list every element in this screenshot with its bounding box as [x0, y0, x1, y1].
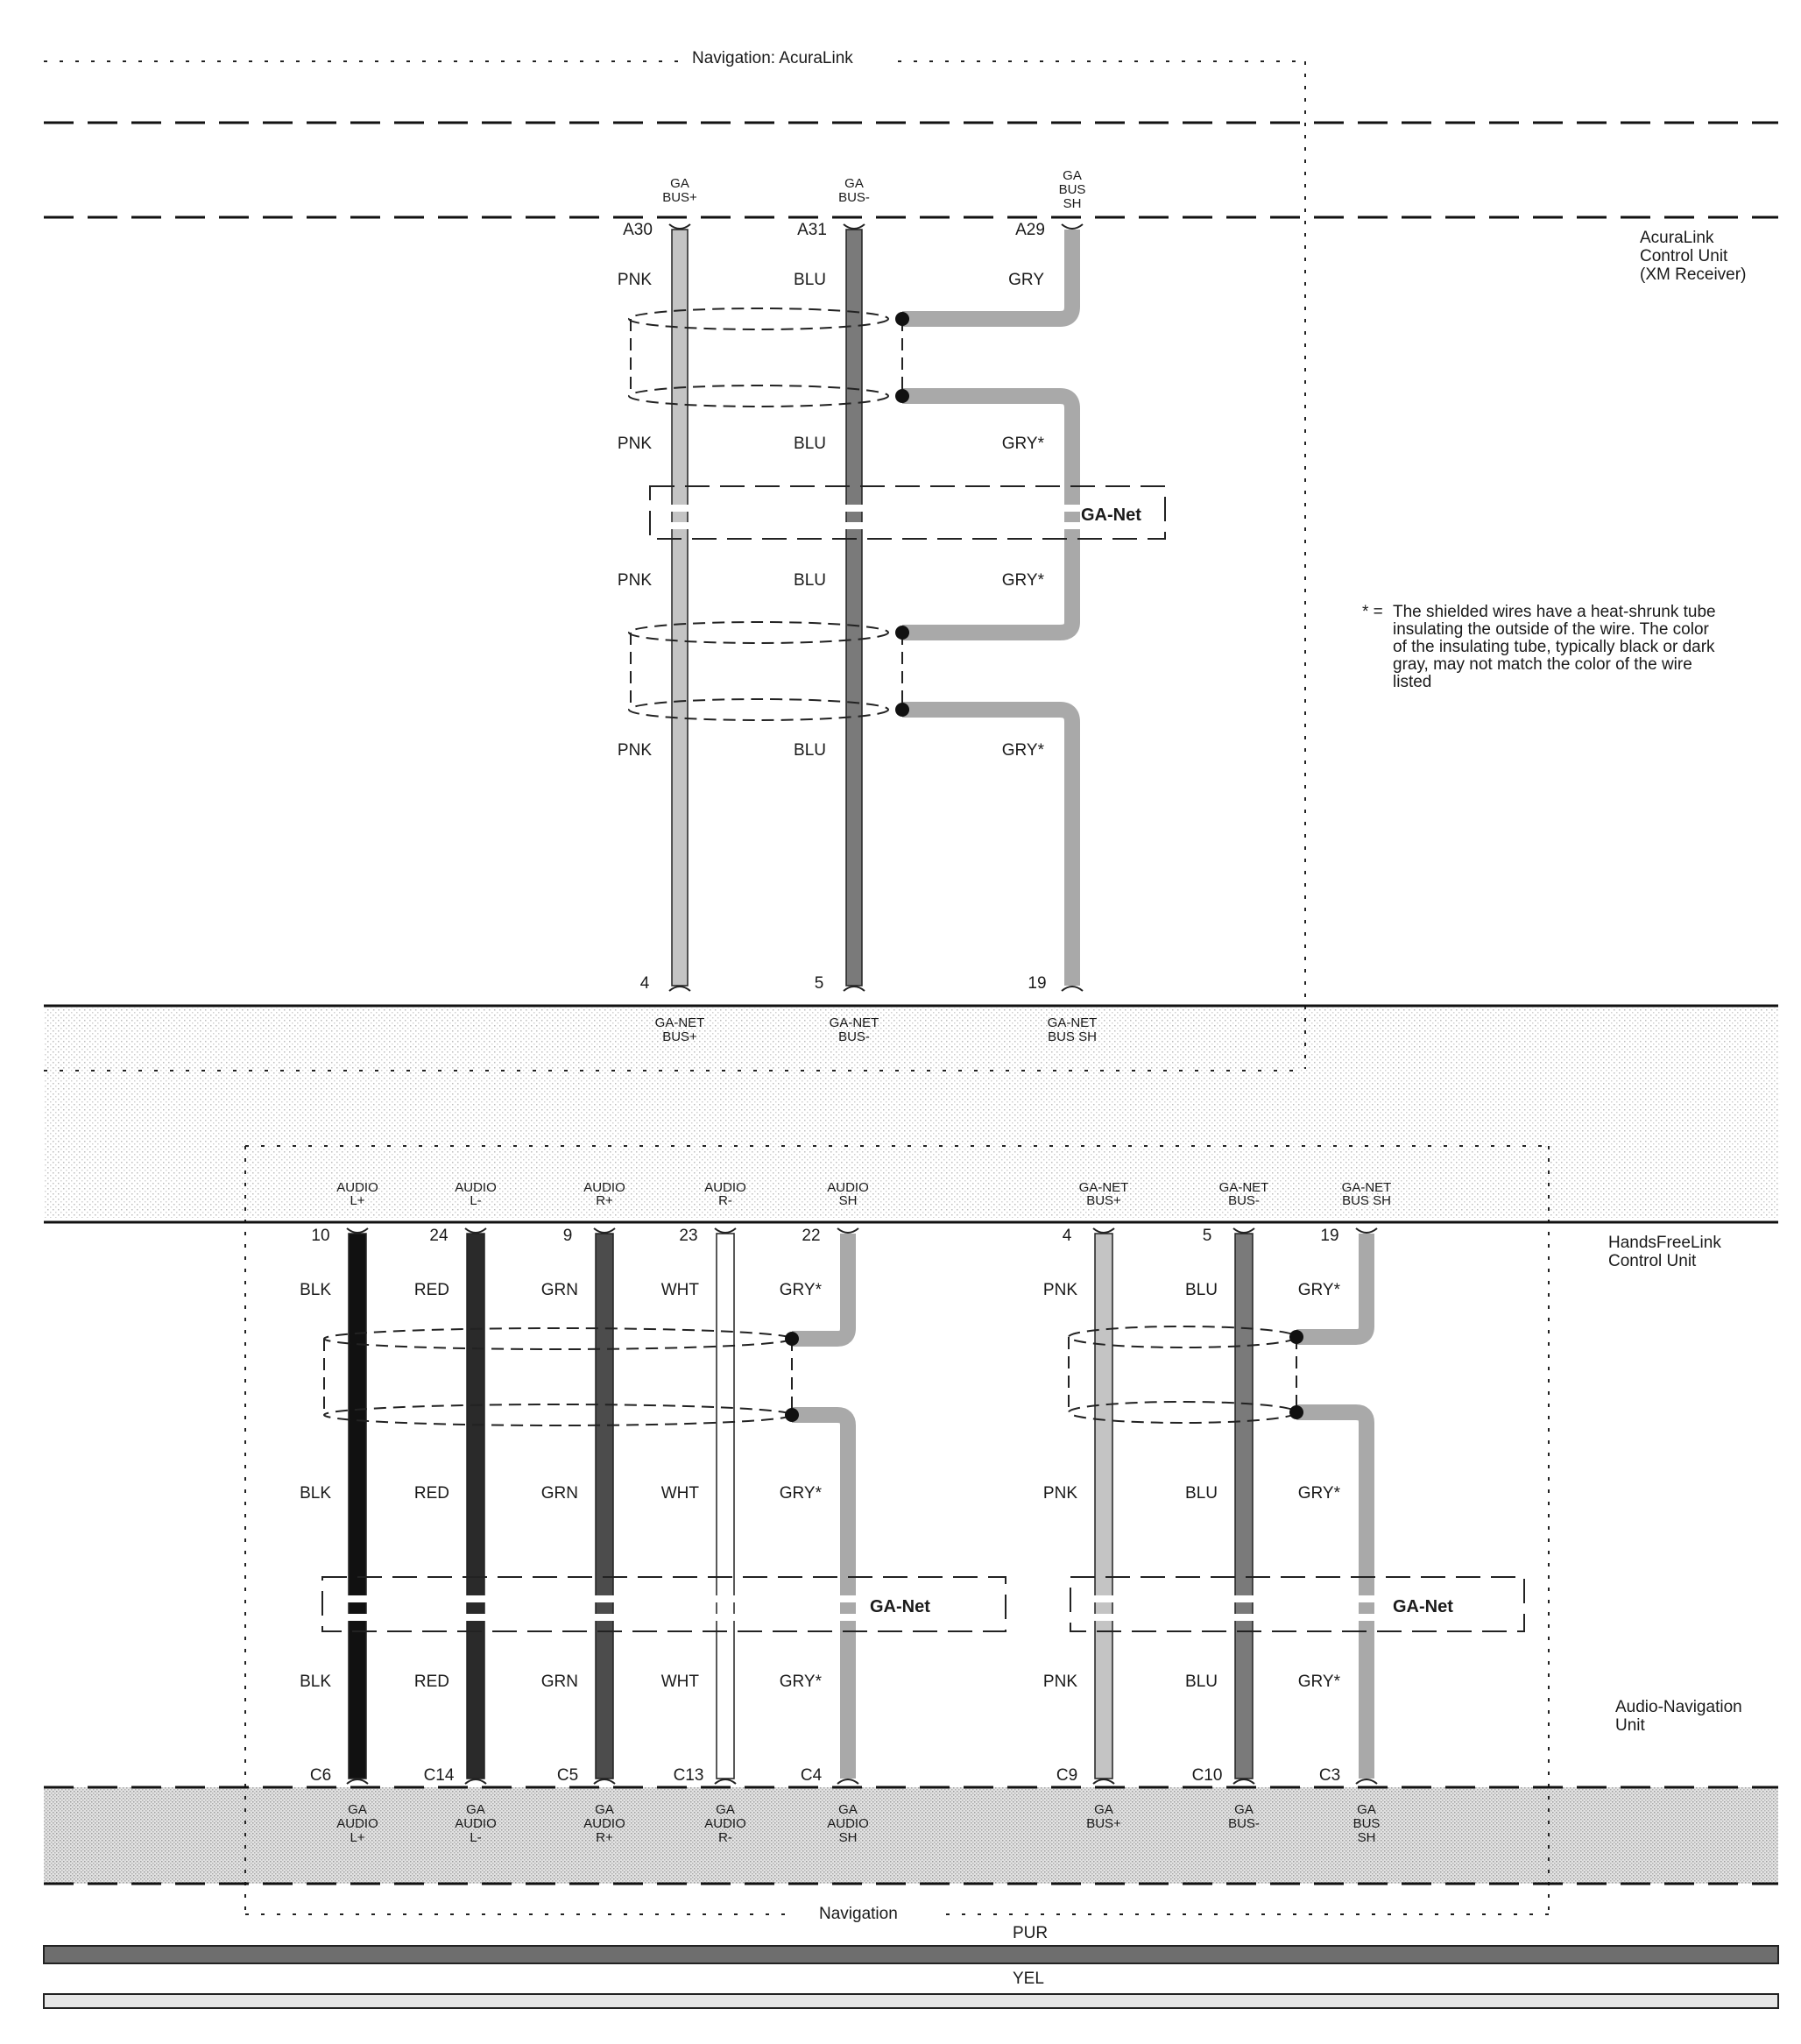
connector-cap: [669, 224, 690, 229]
wire-color-code: PNK: [617, 435, 652, 453]
svg-text:YEL: YEL: [1013, 1970, 1044, 1988]
audio-nav-connector-name: R+: [596, 1830, 613, 1845]
audio-nav-pin-number: C9: [1056, 1766, 1078, 1785]
audio-nav-connector-name: AUDIO: [827, 1816, 869, 1831]
wire-color-code: GRY*: [779, 1673, 822, 1691]
connector-cap: [465, 1779, 486, 1784]
svg-text:of the insulating tube, typica: of the insulating tube, typically black or dark: [1393, 638, 1715, 656]
wire-color-code: BLK: [300, 1673, 331, 1691]
audio-nav-connector-name: BUS+: [1086, 1816, 1121, 1831]
connector-cap: [1356, 1779, 1377, 1784]
ga-net-gap: [670, 522, 689, 529]
svg-text:* =: * =: [1362, 603, 1383, 621]
handsfree-pin-number: 5: [1202, 1227, 1212, 1245]
wire-color-code: BLU: [794, 571, 826, 590]
wire-blu: [846, 230, 862, 986]
audio-nav-connector-name: AUDIO: [704, 1816, 746, 1831]
shade-region-bottom-connector: [44, 1787, 1778, 1884]
top-pin-number: A29: [1015, 221, 1045, 239]
audio-nav-pin-number: C10: [1191, 1766, 1223, 1785]
ga-net-gap: [1093, 1595, 1114, 1602]
ga-net-gap: [594, 1595, 615, 1602]
shield-splice: [785, 1408, 799, 1422]
wire-color-code: BLU: [1185, 1281, 1218, 1299]
handsfree-wire-name: AUDIO: [583, 1180, 625, 1195]
handsfree-wire-name: SH: [838, 1193, 858, 1208]
connector-cap: [844, 987, 865, 991]
handsfree-wire-name: AUDIO: [455, 1180, 497, 1195]
audio-nav-wire: [349, 1234, 366, 1779]
handsfree-pin-number: 23: [679, 1227, 698, 1245]
connector-cap: [594, 1779, 615, 1784]
wire-color-code: GRY*: [1001, 571, 1044, 590]
connector-cap: [347, 1779, 368, 1784]
connector-cap: [1233, 1779, 1254, 1784]
connector-cap: [1093, 1779, 1114, 1784]
ga-net-gap: [594, 1614, 615, 1621]
wire-color-code: BLU: [794, 435, 826, 453]
audio-nav-wire: [1095, 1234, 1112, 1779]
wire-color-code: GRN: [540, 1281, 578, 1299]
handsfree-pin-number: 22: [802, 1227, 821, 1245]
wire-color-code: PNK: [617, 571, 652, 590]
wire-color-code: BLU: [794, 271, 826, 289]
handsfree-wire-name: GA-NET: [1218, 1180, 1269, 1195]
top-wire-name: SH: [1063, 196, 1082, 211]
wire-color-code: GRY*: [1001, 741, 1044, 760]
ga-net-gap: [465, 1614, 486, 1621]
audio-nav-connector-name: GA: [348, 1802, 367, 1817]
handsfree-wire-name: BUS SH: [1342, 1193, 1391, 1208]
top-pin-number: A31: [797, 221, 827, 239]
wire-color-code: GRY*: [1297, 1281, 1340, 1299]
svg-text:GA-Net: GA-Net: [1393, 1597, 1453, 1616]
connector-cap: [715, 1228, 736, 1233]
ga-net-box-audio: [322, 1577, 1006, 1631]
top-wire-name: GA: [1063, 168, 1082, 183]
wire-color-code: WHT: [660, 1281, 699, 1299]
wire-color-code: PNK: [1042, 1281, 1077, 1299]
connector-name: BUS SH: [1048, 1029, 1097, 1044]
audio-nav-pin-number: C5: [556, 1766, 579, 1785]
audio-nav-connector-name: L+: [350, 1830, 365, 1845]
bus-wire-yel: [44, 1970, 1778, 2008]
ga-net-gap: [1063, 522, 1082, 529]
wire-color-code: RED: [413, 1484, 449, 1503]
ga-net-gap: [1063, 505, 1082, 512]
wire-color-code: GRN: [540, 1673, 578, 1691]
section-title-bottom: Navigation: [819, 1905, 898, 1923]
audio-nav-pin-number: C3: [1318, 1766, 1341, 1785]
wire-color-code: BLU: [1185, 1673, 1218, 1691]
svg-text:gray, may not match the color: gray, may not match the color of the wire: [1393, 655, 1692, 674]
connector-name: GA-NET: [1047, 1015, 1098, 1030]
handsfree-pin-number: 19: [1320, 1227, 1339, 1245]
ga-net-gap: [837, 1614, 858, 1621]
top-bottom-pin-number: 5: [814, 974, 824, 993]
ga-net-gap: [1356, 1595, 1377, 1602]
connector-cap: [669, 987, 690, 991]
top-bottom-pin-number: 19: [1028, 974, 1047, 993]
audio-nav-connector-name: BUS-: [1228, 1816, 1260, 1831]
connector-cap: [1062, 987, 1083, 991]
wire-color-code: PNK: [1042, 1673, 1077, 1691]
top-wire-name: BUS+: [662, 190, 697, 205]
connector-cap: [844, 224, 865, 229]
handsfree-wire-name: R+: [596, 1193, 613, 1208]
wire-color-code: GRN: [540, 1484, 578, 1503]
connector-cap: [1356, 1228, 1377, 1233]
ga-net-box-top: [650, 486, 1165, 539]
top-bottom-pin-number: 4: [639, 974, 650, 993]
wire-color-code: GRY*: [1297, 1484, 1340, 1503]
wire-color-code: RED: [413, 1673, 449, 1691]
audio-nav-pin-number: C6: [309, 1766, 332, 1785]
wire-color-code: RED: [413, 1281, 449, 1299]
ga-net-gap: [844, 522, 864, 529]
svg-text:Control Unit: Control Unit: [1640, 247, 1728, 265]
shield-splice: [1289, 1330, 1303, 1344]
top-wire-name: GA: [670, 176, 689, 191]
shielded-wire-note: [1362, 603, 1716, 691]
shield-splice: [895, 626, 909, 640]
shield-splice: [895, 312, 909, 326]
handsfreelink-unit-label: [1608, 1234, 1721, 1270]
connector-cap: [1093, 1228, 1114, 1233]
connector-cap: [715, 1779, 736, 1784]
audio-nav-connector-name: GA: [1234, 1802, 1254, 1817]
top-pin-number: A30: [623, 221, 653, 239]
audio-nav-connector-name: AUDIO: [455, 1816, 497, 1831]
wire-gry-shield: [902, 710, 1072, 986]
audio-nav-wire: [596, 1234, 613, 1779]
audio-nav-connector-name: GA: [1094, 1802, 1113, 1817]
wire-color-code: BLK: [300, 1484, 331, 1503]
top-wire-name: BUS-: [838, 190, 870, 205]
handsfree-wire-name: GA-NET: [1341, 1180, 1392, 1195]
wire-color-code: WHT: [660, 1673, 699, 1691]
shield-splice: [785, 1332, 799, 1346]
wire-color-code: BLU: [794, 741, 826, 760]
ga-net-gap: [347, 1614, 368, 1621]
audio-nav-connector-name: BUS: [1353, 1816, 1381, 1831]
audio-nav-unit-label: [1615, 1698, 1742, 1735]
svg-text:GA-Net: GA-Net: [1081, 506, 1141, 525]
svg-text:GA-Net: GA-Net: [870, 1597, 930, 1616]
wire-color-code: PNK: [1042, 1484, 1077, 1503]
shade-region-top-connector: [44, 1008, 1778, 1218]
ga-net-gap: [715, 1595, 736, 1602]
handsfree-wire-name: R-: [718, 1193, 732, 1208]
wire-color-code: GRY*: [1001, 435, 1044, 453]
wire-gry-shield: [902, 396, 1072, 633]
wire-gry-shield: [902, 230, 1072, 319]
audio-nav-connector-name: GA: [595, 1802, 614, 1817]
connector-name: BUS-: [838, 1029, 870, 1044]
top-wire-name: BUS: [1058, 182, 1086, 197]
connector-cap: [347, 1228, 368, 1233]
audio-nav-connector-name: GA: [716, 1802, 735, 1817]
ga-net-gap: [844, 505, 864, 512]
shield-splice: [895, 703, 909, 717]
wire-color-code: BLK: [300, 1281, 331, 1299]
ga-net-gap: [1233, 1614, 1254, 1621]
connector-name: GA-NET: [829, 1015, 879, 1030]
ga-net-box-bus: [1070, 1577, 1524, 1631]
handsfree-wire-name: BUS-: [1228, 1193, 1260, 1208]
wire-color-code: GRY*: [779, 1484, 822, 1503]
audio-nav-pin-number: C13: [673, 1766, 704, 1785]
audio-nav-connector-name: SH: [838, 1830, 858, 1845]
acuralink-unit-label: [1640, 229, 1746, 284]
svg-text:AcuraLink: AcuraLink: [1640, 229, 1714, 247]
svg-text:Unit: Unit: [1615, 1716, 1645, 1735]
wire-color-code: WHT: [660, 1484, 699, 1503]
handsfree-wire-name: L-: [470, 1193, 482, 1208]
svg-text:The shielded wires have a heat: The shielded wires have a heat-shrunk tube: [1393, 603, 1716, 621]
handsfree-wire-name: AUDIO: [704, 1180, 746, 1195]
svg-text:listed: listed: [1393, 673, 1432, 691]
ga-net-gap: [465, 1595, 486, 1602]
wire-color-code: PNK: [617, 271, 652, 289]
audio-nav-connector-name: AUDIO: [336, 1816, 378, 1831]
connector-name: GA-NET: [654, 1015, 705, 1030]
connector-cap: [594, 1228, 615, 1233]
audio-nav-connector-name: GA: [838, 1802, 858, 1817]
ga-net-gap: [837, 1595, 858, 1602]
svg-text:PUR: PUR: [1013, 1924, 1049, 1942]
ga-net-gap: [1356, 1614, 1377, 1621]
svg-text:HandsFreeLink: HandsFreeLink: [1608, 1234, 1721, 1252]
audio-nav-connector-name: L-: [470, 1830, 482, 1845]
ga-net-gap: [1093, 1614, 1114, 1621]
audio-nav-connector-name: GA: [1357, 1802, 1376, 1817]
connector-cap: [837, 1228, 858, 1233]
ga-net-gap: [715, 1614, 736, 1621]
audio-nav-pin-number: C4: [800, 1766, 823, 1785]
section-title-top: Navigation: AcuraLink: [692, 49, 853, 67]
audio-nav-connector-name: SH: [1357, 1830, 1376, 1845]
handsfree-wire-name: AUDIO: [336, 1180, 378, 1195]
shield-splice: [895, 389, 909, 403]
handsfree-wire-name: GA-NET: [1078, 1180, 1129, 1195]
top-wire-name: GA: [844, 176, 864, 191]
connector-cap: [465, 1228, 486, 1233]
wire-color-code: BLU: [1185, 1484, 1218, 1503]
shield-splice: [1289, 1405, 1303, 1419]
handsfree-wire-name: BUS+: [1086, 1193, 1121, 1208]
connector-cap: [837, 1779, 858, 1784]
handsfree-wire-name: L+: [350, 1193, 365, 1208]
svg-text:insulating the outside of the: insulating the outside of the wire. The color: [1393, 620, 1709, 639]
wire-pnk: [672, 230, 688, 986]
audio-nav-wire: [717, 1234, 734, 1779]
svg-text:(XM Receiver): (XM Receiver): [1640, 265, 1747, 284]
connector-cap: [1233, 1228, 1254, 1233]
handsfree-pin-number: 24: [429, 1227, 448, 1245]
handsfree-wire-name: AUDIO: [827, 1180, 869, 1195]
audio-nav-wire: [1235, 1234, 1253, 1779]
audio-nav-wire: [467, 1234, 484, 1779]
handsfree-pin-number: 9: [562, 1227, 573, 1245]
wire-color-code: GRY*: [779, 1281, 822, 1299]
ga-net-gap: [347, 1595, 368, 1602]
audio-nav-pin-number: C14: [423, 1766, 455, 1785]
svg-text:Control Unit: Control Unit: [1608, 1252, 1697, 1270]
wire-color-code: GRY*: [1297, 1673, 1340, 1691]
wire-color-code: PNK: [617, 741, 652, 760]
ga-net-gap: [670, 505, 689, 512]
audio-nav-connector-name: GA: [466, 1802, 485, 1817]
svg-text:Audio-Navigation: Audio-Navigation: [1615, 1698, 1742, 1716]
connector-name: BUS+: [662, 1029, 697, 1044]
handsfree-pin-number: 10: [311, 1227, 330, 1245]
wire-color-code: GRY: [1008, 271, 1044, 289]
handsfree-pin-number: 4: [1062, 1227, 1072, 1245]
audio-nav-connector-name: R-: [718, 1830, 732, 1845]
bus-wire-pur: [44, 1924, 1778, 1963]
connector-cap: [1062, 224, 1083, 229]
audio-nav-connector-name: AUDIO: [583, 1816, 625, 1831]
ga-net-gap: [1233, 1595, 1254, 1602]
